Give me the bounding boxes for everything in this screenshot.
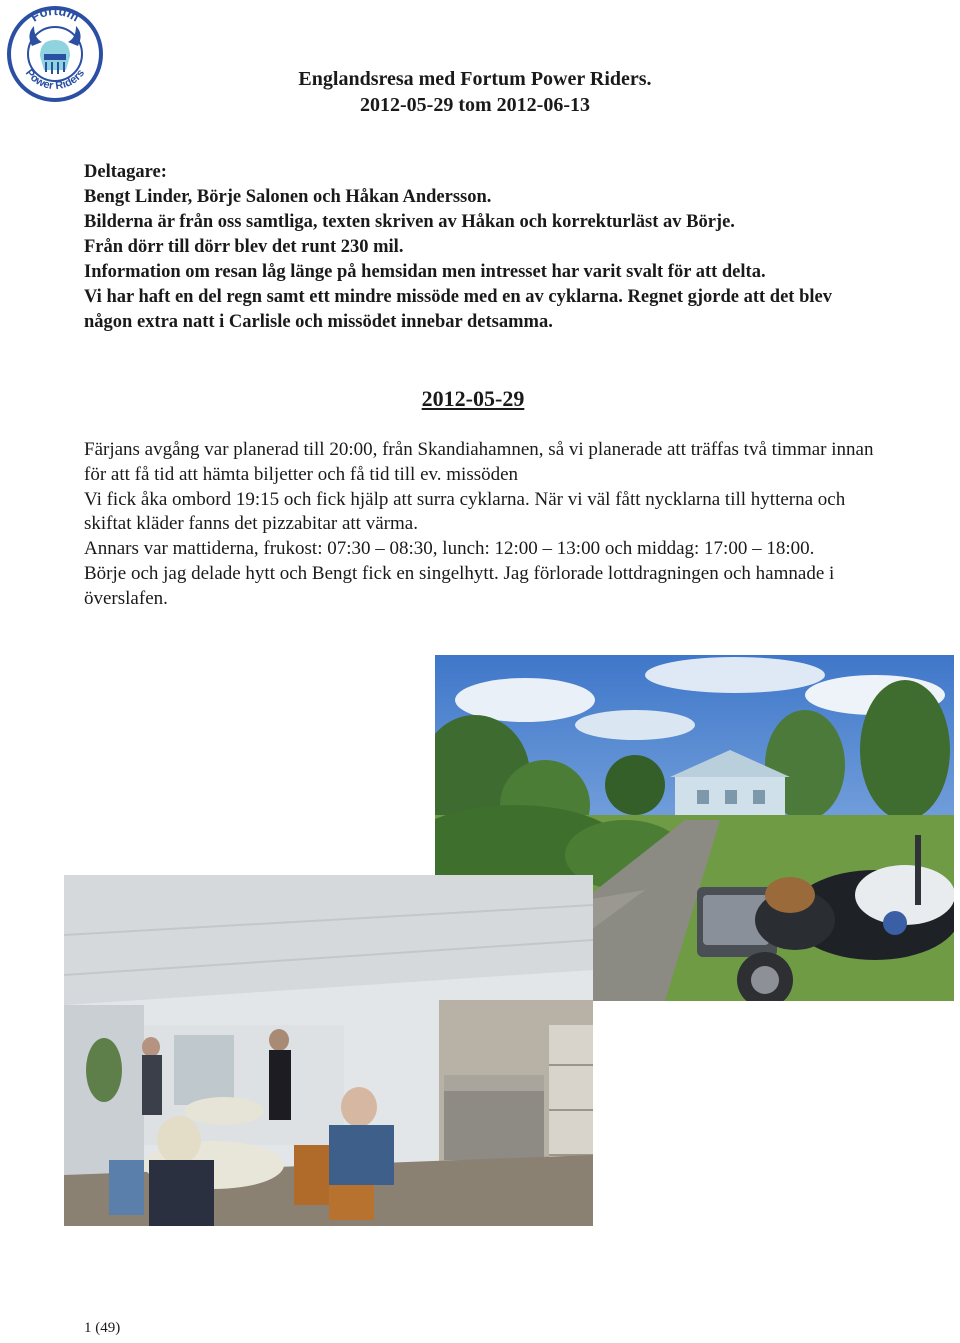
intro-line: Från dörr till dörr blev det runt 230 mil. <box>84 237 404 257</box>
intro-line: Information om resan låg länge på hemsidan men intresset har varit svalt för att delta. <box>84 262 766 282</box>
intro-line: Deltagare: <box>84 162 167 182</box>
document-title: Englandsresa med Fortum Power Riders. <box>298 68 652 90</box>
section-date-heading: 2012-05-29 <box>421 386 525 411</box>
intro-line: Vi har haft en del regn samt ett mindre missöde med en av cyklarna. Regnet gjorde att det blev någon extra natt i Carlisle och missödet innebar detsamma. <box>84 287 832 332</box>
page-number: 1 (49) <box>84 1320 121 1336</box>
body-paragraph: Färjans avgång var planerad till 20:00, från Skandiahamnen, så vi planerade att träffas två timmar innan för att få tid att hämta biljetter och få tid till ev. missöden <box>84 439 874 485</box>
body-paragraph: Vi fick åka ombord 19:15 och fick hjälp att surra cyklarna. När vi väl fått nycklarna till hytterna och skiftat kläder fanns det pizzabitar att värma. <box>84 488 846 535</box>
logo-bottom-text: Power Riders <box>22 67 88 93</box>
fortum-power-riders-logo <box>6 4 104 104</box>
document-dates: 2012-05-29 tom 2012-06-13 <box>360 94 590 116</box>
logo-top-text: Fortum <box>27 4 82 25</box>
body-paragraph: Börje och jag delade hytt och Bengt fick en singelhytt. Jag förlorade lottdragningen och hamnade i överslafen. <box>84 562 835 609</box>
section-body <box>84 438 884 612</box>
intro-block <box>84 160 884 335</box>
intro-line: Bengt Linder, Börje Salonen och Håkan Andersson. <box>84 187 492 207</box>
photo-ferry-cafeteria <box>64 875 593 1226</box>
intro-line: Bilderna är från oss samtliga, texten skriven av Håkan och korrekturläst av Börje. <box>84 212 735 232</box>
body-paragraph: Annars var mattiderna, frukost: 07:30 – 08:30, lunch: 12:00 – 13:00 och middag: 17:00 – 18:00. <box>84 538 815 560</box>
